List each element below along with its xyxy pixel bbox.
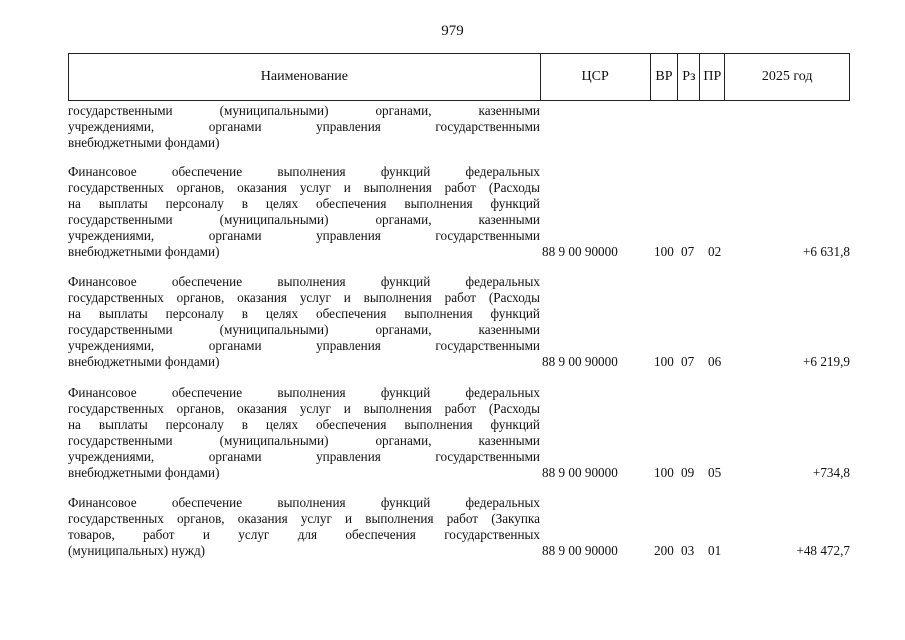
row-name-line: на выплаты персоналу в целях обеспечения выполнения функций <box>68 305 540 321</box>
header-csr: ЦСР <box>541 54 651 100</box>
row-amount: +6 219,9 <box>803 353 850 369</box>
row-name-line: государственными (муниципальными) органами, казенными <box>68 321 540 337</box>
row-rz: 03 <box>681 542 695 558</box>
row-name-line: Финансовое обеспечение выполнения функций федеральных <box>68 274 540 289</box>
row-name-line: товаров, работ и услуг для обеспечения государственных <box>68 526 540 542</box>
row-rz: 07 <box>681 243 695 259</box>
table-row <box>68 164 850 259</box>
row-name <box>68 385 540 480</box>
page-number: 979 <box>441 23 464 39</box>
row-name-line: на выплаты персоналу в целях обеспечения выполнения функций <box>68 195 540 211</box>
table-row <box>68 495 850 559</box>
row-name-line: учреждениями, органами управления государственными <box>68 118 540 134</box>
row-name-line: внебюджетными фондами) <box>68 134 220 150</box>
row-csr: 88 9 00 90000 <box>542 353 618 369</box>
header-pr: ПР <box>700 54 725 100</box>
row-name-line: Финансовое обеспечение выполнения функций федеральных <box>68 385 540 400</box>
row-name <box>68 103 540 151</box>
row-name-line: внебюджетными фондами) <box>68 464 220 480</box>
table-header <box>68 53 850 101</box>
table-row <box>68 385 850 480</box>
row-amount: +48 472,7 <box>796 542 850 558</box>
row-name-line: Финансовое обеспечение выполнения функций федеральных <box>68 164 540 179</box>
row-vr: 100 <box>654 243 674 259</box>
row-name-line: внебюджетными фондами) <box>68 353 220 369</box>
row-amount: +6 631,8 <box>803 243 850 259</box>
table-row <box>68 274 850 369</box>
row-name <box>68 495 540 559</box>
row-rz: 07 <box>681 353 695 369</box>
row-name-line: учреждениями, органами управления государственными <box>68 337 540 353</box>
row-name-line: государственными (муниципальными) органами, казенными <box>68 103 540 118</box>
table-row <box>68 103 850 151</box>
row-csr: 88 9 00 90000 <box>542 243 618 259</box>
row-pr: 01 <box>708 542 722 558</box>
row-pr: 05 <box>708 464 722 480</box>
row-name <box>68 164 540 259</box>
row-vr: 100 <box>654 353 674 369</box>
row-name-line: государственными (муниципальными) органами, казенными <box>68 432 540 448</box>
header-vr: ВР <box>651 54 679 100</box>
row-name-line: государственных органов, оказания услуг и выполнения работ (Расходы <box>68 179 540 195</box>
row-name-line: внебюджетными фондами) <box>68 243 220 259</box>
row-name-line: (муниципальных) нужд) <box>68 542 206 558</box>
row-pr: 02 <box>708 243 722 259</box>
header-rz: Рз <box>678 54 700 100</box>
row-name-line: государственными (муниципальными) органами, казенными <box>68 211 540 227</box>
row-name-line: учреждениями, органами управления государственными <box>68 448 540 464</box>
row-amount: +734,8 <box>812 464 850 480</box>
row-vr: 100 <box>654 464 674 480</box>
row-csr: 88 9 00 90000 <box>542 542 618 558</box>
header-year: 2025 год <box>761 69 813 84</box>
row-name-line: на выплаты персоналу в целях обеспечения выполнения функций <box>68 416 540 432</box>
row-name-line: государственных органов, оказания услуг и выполнения работ (Расходы <box>68 289 540 305</box>
row-name-line: учреждениями, органами управления государственными <box>68 227 540 243</box>
row-rz: 09 <box>681 464 695 480</box>
row-name-line: государственных органов, оказания услуг и выполнения работ (Закупка <box>68 510 540 526</box>
row-vr: 200 <box>654 542 674 558</box>
row-pr: 06 <box>708 353 722 369</box>
header-name: Наименование <box>69 54 541 100</box>
row-csr: 88 9 00 90000 <box>542 464 618 480</box>
row-name-line: Финансовое обеспечение выполнения функций федеральных <box>68 495 540 510</box>
row-name-line: государственных органов, оказания услуг и выполнения работ (Расходы <box>68 400 540 416</box>
row-name <box>68 274 540 369</box>
